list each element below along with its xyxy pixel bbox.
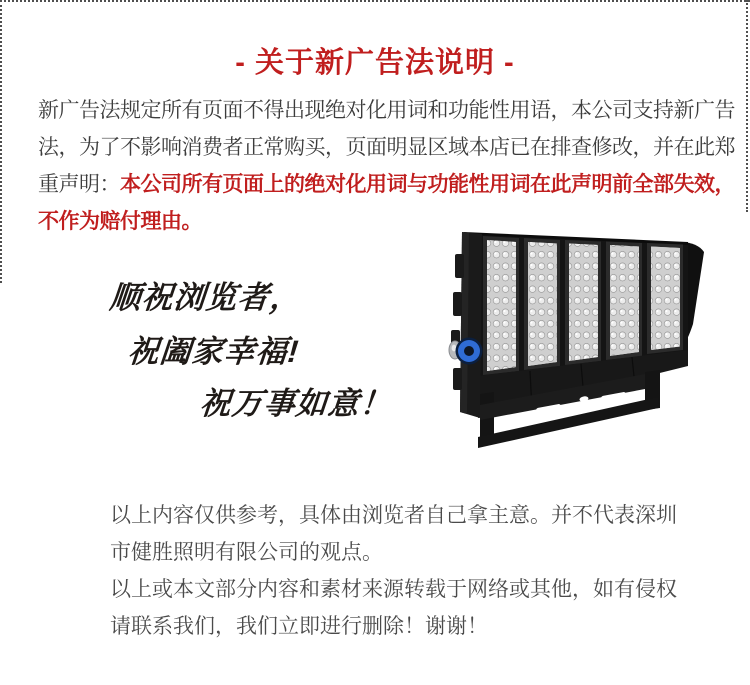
lamp-left-column [451, 232, 482, 418]
dotted-border-top [0, 0, 750, 2]
footer-line-4: 请联系我们，我们立即进行删除！谢谢！ [110, 615, 488, 638]
notice-paragraph [38, 92, 735, 240]
wish-line-2: 祝阖家幸福! [126, 334, 301, 369]
wish-line-3: 祝万事如意！ [198, 386, 394, 421]
notice-line-3-prefix: 重声明： [38, 173, 120, 196]
dotted-border-right [746, 0, 748, 212]
notice-line-1: 新广告法规定所有页面不得出现绝对化用词和功能性用语，本公司支持新广告 [38, 99, 735, 122]
footer-line-1: 以上内容仅供参考，具体由浏览者自己拿主意。并不代表深圳 [110, 504, 677, 527]
notice-line-2: 法，为了不影响消费者正常购买，页面明显区域本店已在排查修改，并在此郑 [38, 136, 735, 159]
footer-line-2: 市健胜照明有限公司的观点。 [110, 541, 383, 564]
notice-line-3 [38, 166, 735, 203]
notice-line-4-highlight: 不作为赔付理由。 [38, 210, 202, 233]
led-floodlight-image [438, 226, 714, 454]
notice-line-3-highlight: 本公司所有页面上的绝对化用词与功能性用词在此声明前全部失效， [120, 173, 735, 196]
lamp-blue-knob [449, 338, 483, 365]
footer-disclaimer [110, 497, 690, 645]
footer-line-3: 以上或本文部分内容和素材来源转载于网络或其他，如有侵权 [110, 578, 677, 601]
notice-title: - 关于新广告法说明 - [235, 47, 515, 79]
wish-line-1: 顺祝浏览者， [108, 280, 304, 315]
